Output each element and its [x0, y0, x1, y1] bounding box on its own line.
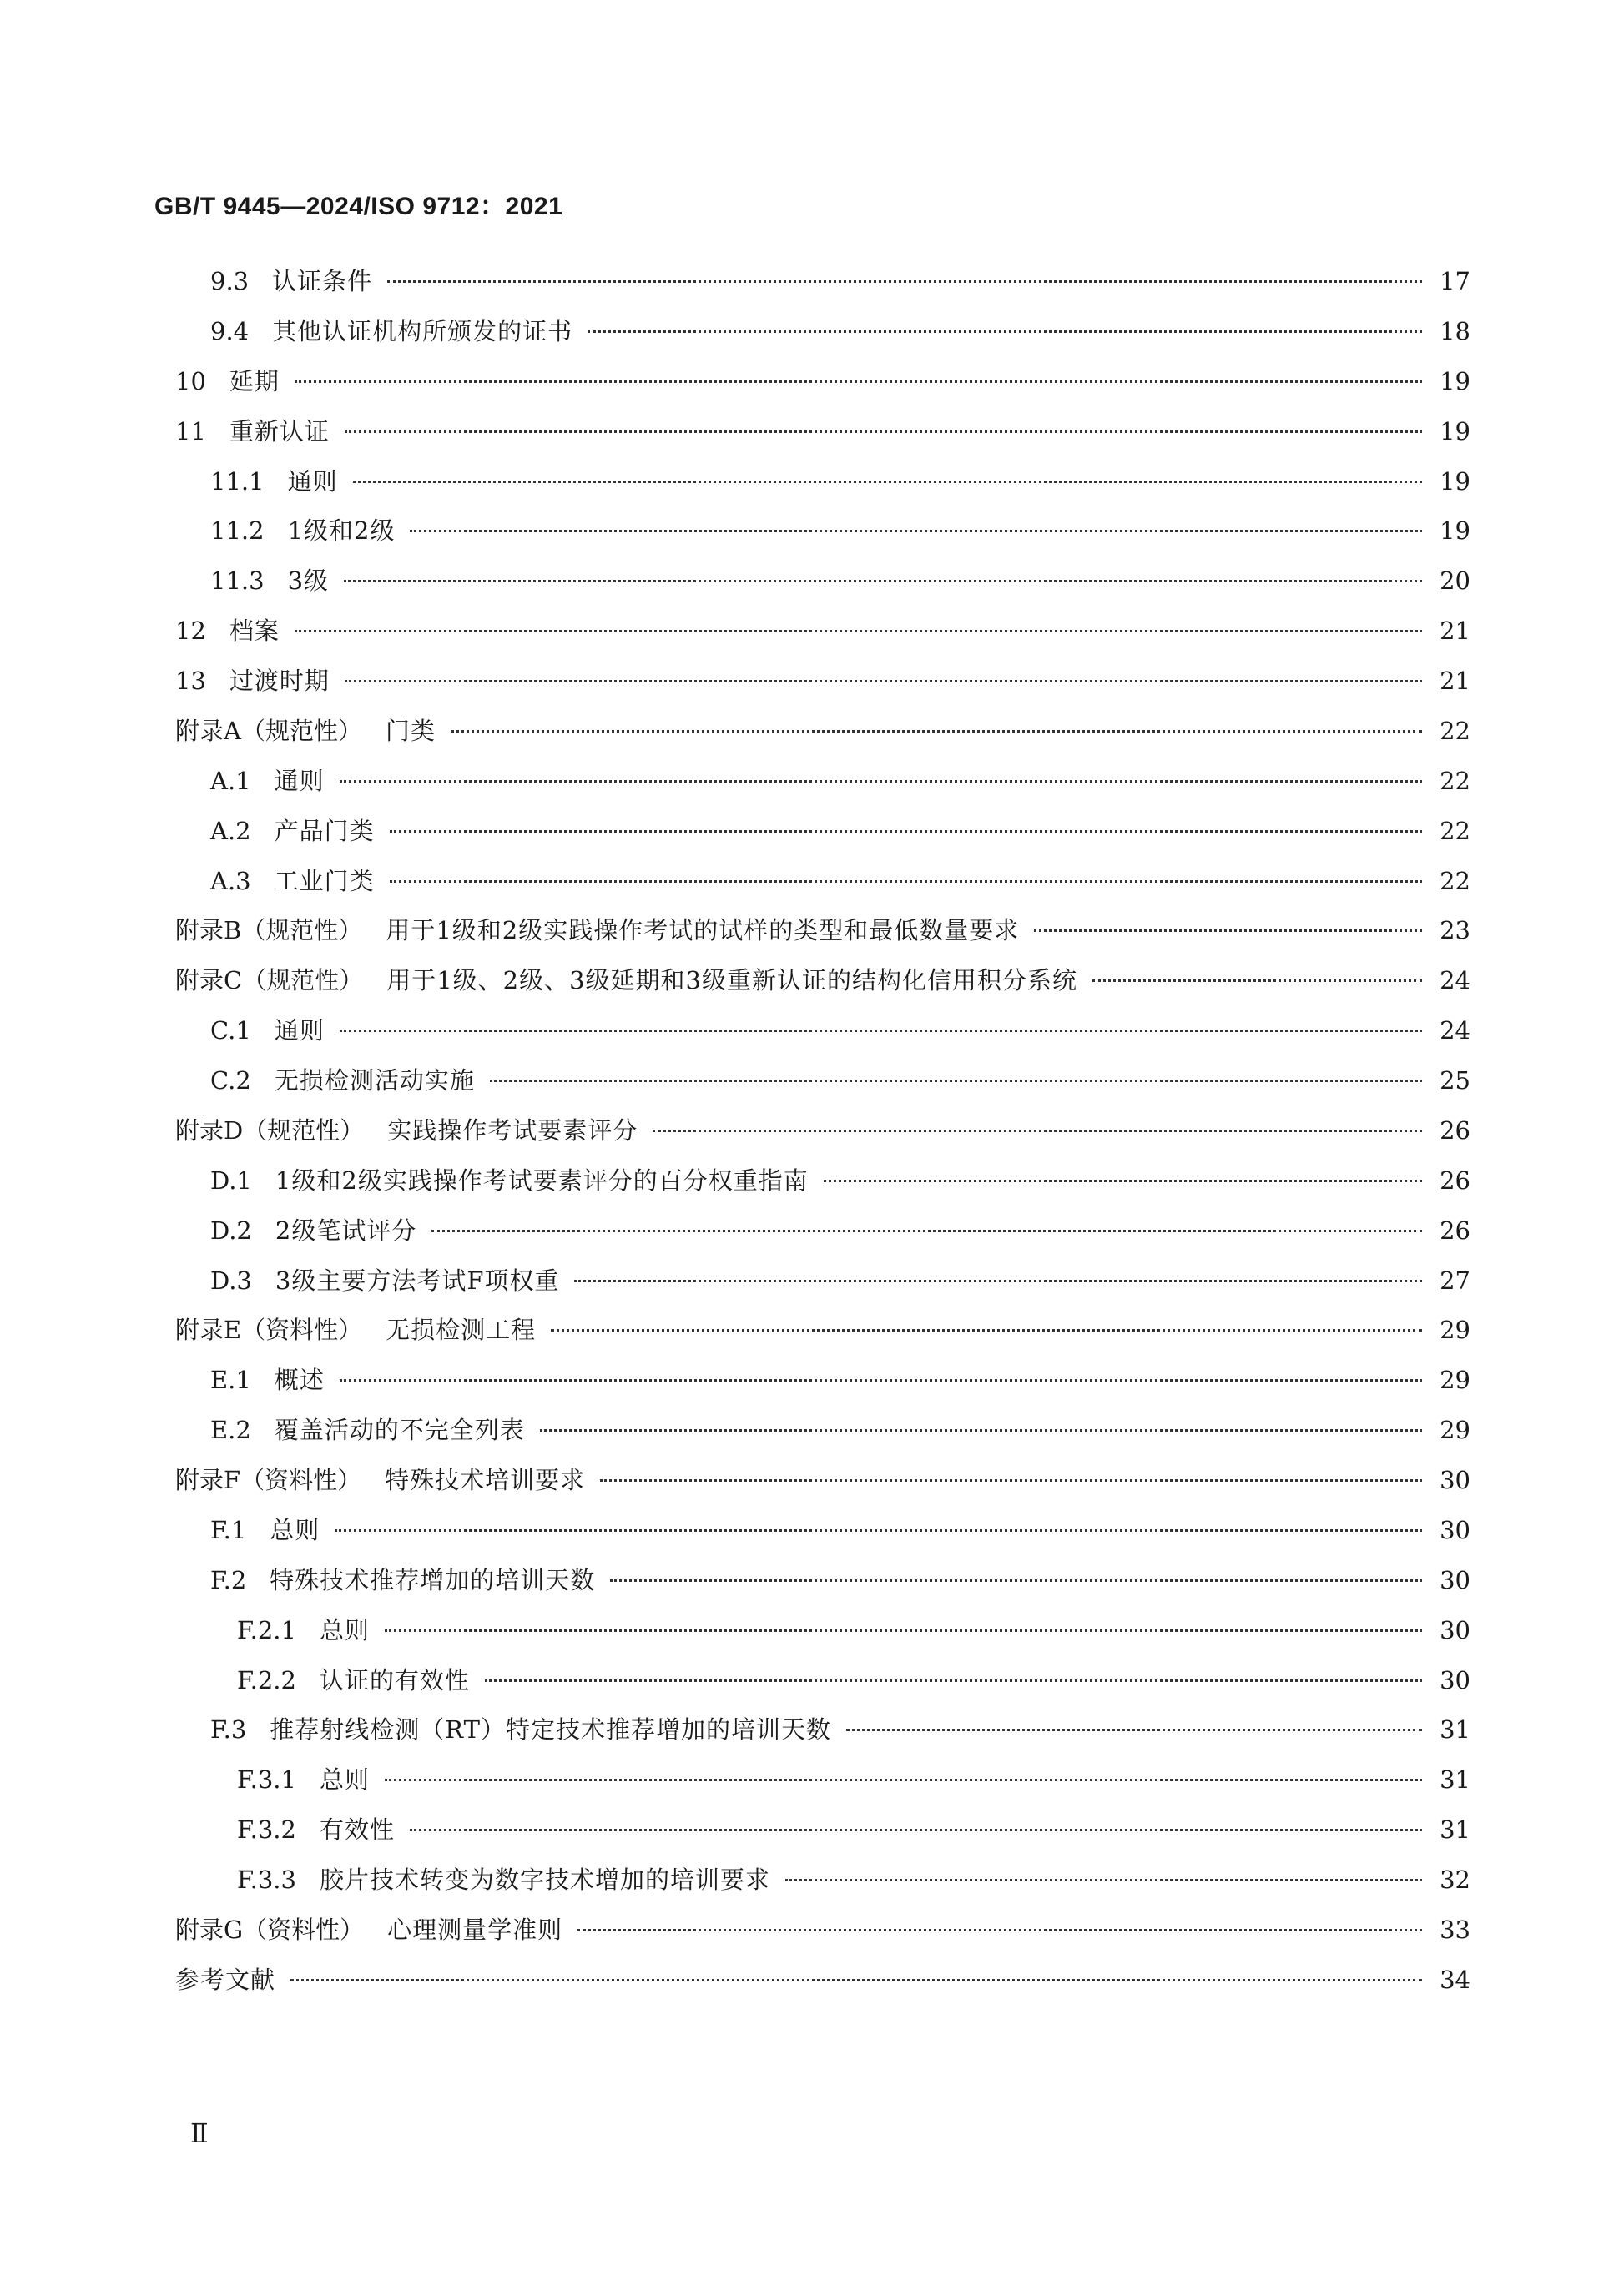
toc-entry[interactable]: [175, 1506, 1470, 1556]
toc-entry-title: 工业门类: [274, 866, 375, 895]
toc-dot-leader: [290, 1979, 1422, 1981]
toc-entry-page: 24: [1440, 1016, 1470, 1045]
toc-dot-leader: [410, 530, 1422, 532]
toc-entry-page: 31: [1440, 1765, 1470, 1795]
toc-dot-leader: [540, 1429, 1422, 1432]
toc-entry-title: 通则: [287, 466, 338, 496]
toc-entry-page: 21: [1440, 617, 1470, 646]
toc-entry[interactable]: [175, 1556, 1470, 1606]
toc-entry[interactable]: [175, 1206, 1470, 1256]
toc-entry-title: 无损检测活动实施: [274, 1066, 475, 1095]
toc-entry[interactable]: [175, 1256, 1470, 1307]
toc-entry-title: 3级: [287, 566, 330, 596]
toc-entry-number: A.1: [210, 766, 251, 795]
toc-dot-leader: [610, 1579, 1422, 1582]
toc-entry[interactable]: [175, 607, 1470, 657]
toc-entry-number: D.3: [210, 1266, 252, 1295]
toc-entry[interactable]: [175, 1056, 1470, 1106]
toc-entry[interactable]: [175, 1406, 1470, 1456]
toc-entry-number: A.3: [210, 866, 251, 895]
toc-entry-number: 10: [175, 366, 206, 395]
toc-entry-number: 附录F（资料性）: [175, 1466, 362, 1494]
toc-entry-number: 11: [175, 416, 206, 446]
toc-entry-title: 心理测量学准则: [387, 1915, 563, 1944]
toc-entry-page: 19: [1440, 516, 1470, 546]
toc-entry-title: 特殊技术培训要求: [385, 1466, 586, 1494]
toc-dot-leader: [345, 430, 1422, 433]
toc-dot-leader: [340, 1379, 1422, 1382]
toc-entry-title: 通则: [274, 1016, 325, 1045]
toc-entry-number: F.3.1: [237, 1765, 296, 1795]
toc-entry-number: 附录A（规范性）: [175, 716, 362, 745]
toc-entry[interactable]: [175, 556, 1470, 607]
toc-entry-title: 参考文献: [175, 1965, 276, 1994]
toc-entry[interactable]: [175, 1106, 1470, 1156]
toc-dot-leader: [824, 1180, 1422, 1182]
toc-entry[interactable]: [175, 1456, 1470, 1506]
toc-entry-number: 9.4: [210, 316, 250, 345]
toc-entry-number: 附录D（规范性）: [175, 1115, 365, 1145]
toc-dot-leader: [387, 280, 1422, 283]
toc-entry-title: 1级和2级: [287, 516, 396, 546]
toc-entry-number: E.1: [210, 1366, 251, 1395]
toc-entry[interactable]: [175, 307, 1470, 357]
toc-entry[interactable]: [175, 956, 1470, 1006]
toc-entry-page: 22: [1440, 816, 1470, 845]
toc-entry-title: 过渡时期: [229, 667, 330, 695]
toc-entry-number: F.3.3: [237, 1866, 296, 1894]
toc-entry[interactable]: [175, 1006, 1470, 1056]
toc-entry[interactable]: [175, 857, 1470, 907]
toc-entry-page: 30: [1440, 1565, 1470, 1594]
toc-entry-page: 22: [1440, 716, 1470, 745]
toc-entry[interactable]: [175, 1705, 1470, 1755]
toc-entry-page: 22: [1440, 766, 1470, 795]
toc-entry-title: 重新认证: [229, 416, 330, 446]
table-of-contents: [175, 257, 1470, 2006]
toc-dot-leader: [1092, 979, 1422, 982]
toc-entry-page: 25: [1440, 1066, 1470, 1095]
toc-dot-leader: [431, 1230, 1422, 1232]
toc-entry-title: 3级主要方法考试F项权重: [275, 1266, 560, 1295]
toc-entry[interactable]: [175, 757, 1470, 807]
toc-dot-leader: [551, 1329, 1422, 1332]
toc-entry-number: C.1: [210, 1016, 251, 1045]
toc-entry-page: 20: [1440, 566, 1470, 596]
toc-entry-title: 2级笔试评分: [275, 1216, 417, 1245]
toc-dot-leader: [490, 1080, 1422, 1082]
toc-entry[interactable]: [175, 407, 1470, 457]
toc-entry-page: 19: [1440, 466, 1470, 496]
toc-entry[interactable]: [175, 707, 1470, 757]
toc-entry[interactable]: [175, 1805, 1470, 1855]
toc-dot-leader: [785, 1879, 1422, 1881]
toc-dot-leader: [588, 330, 1422, 333]
toc-entry-title: 实践操作考试要素评分: [387, 1115, 638, 1145]
toc-entry-number: 11.1: [210, 466, 265, 496]
toc-dot-leader: [485, 1679, 1422, 1682]
toc-dot-leader: [295, 380, 1422, 383]
toc-entry-page: 19: [1440, 416, 1470, 446]
toc-entry-title: 特殊技术推荐增加的培训天数: [270, 1565, 596, 1594]
toc-dot-leader: [653, 1130, 1422, 1132]
toc-dot-leader: [846, 1729, 1422, 1731]
toc-dot-leader: [390, 880, 1422, 883]
toc-dot-leader: [1034, 929, 1422, 932]
toc-dot-leader: [577, 1929, 1422, 1931]
toc-entry-page: 27: [1440, 1266, 1470, 1295]
toc-entry[interactable]: [175, 457, 1470, 507]
toc-entry-page: 17: [1440, 267, 1470, 295]
toc-entry-title: 档案: [229, 617, 280, 646]
toc-entry-page: 33: [1440, 1915, 1470, 1944]
toc-dot-leader: [385, 1629, 1422, 1632]
toc-entry-title: 其他认证机构所颁发的证书: [272, 316, 573, 345]
toc-entry-page: 30: [1440, 1615, 1470, 1644]
toc-entry-title: 总则: [319, 1615, 370, 1644]
toc-dot-leader: [340, 1030, 1422, 1032]
toc-entry-number: 12: [175, 617, 206, 646]
toc-entry-page: 22: [1440, 866, 1470, 895]
toc-entry-number: 11.2: [210, 516, 265, 546]
toc-entry-page: 26: [1440, 1115, 1470, 1145]
toc-entry[interactable]: [175, 657, 1470, 707]
toc-entry-title: 用于1级、2级、3级延期和3级重新认证的结构化信用积分系统: [386, 966, 1078, 995]
toc-entry-number: 11.3: [210, 566, 265, 596]
toc-entry-page: 31: [1440, 1815, 1470, 1845]
toc-dot-leader: [295, 630, 1422, 632]
toc-entry-title: 门类: [385, 716, 436, 745]
toc-entry-number: C.2: [210, 1066, 251, 1095]
toc-entry-page: 30: [1440, 1466, 1470, 1494]
toc-entry-page: 21: [1440, 667, 1470, 695]
toc-entry-page: 34: [1440, 1965, 1470, 1994]
toc-entry-title: 通则: [274, 766, 325, 795]
toc-entry-number: F.3: [210, 1715, 247, 1745]
toc-dot-leader: [340, 780, 1422, 783]
toc-entry-number: F.2: [210, 1565, 247, 1594]
toc-entry-page: 18: [1440, 316, 1470, 345]
toc-entry-title: 胶片技术转变为数字技术增加的培训要求: [319, 1866, 770, 1894]
toc-entry-number: F.2.1: [237, 1615, 296, 1644]
toc-entry-number: F.1: [210, 1515, 247, 1544]
toc-dot-leader: [335, 1529, 1422, 1532]
toc-dot-leader: [390, 830, 1422, 833]
toc-entry-page: 30: [1440, 1665, 1470, 1694]
toc-entry-title: 1级和2级实践操作考试要素评分的百分权重指南: [275, 1166, 809, 1195]
toc-entry-title: 推荐射线检测（RT）特定技术推荐增加的培训天数: [270, 1715, 831, 1745]
toc-dot-leader: [353, 481, 1422, 483]
toc-entry-title: 总则: [270, 1515, 320, 1544]
toc-entry-page: 30: [1440, 1515, 1470, 1544]
toc-entry-number: 9.3: [210, 267, 250, 295]
toc-entry-title: 产品门类: [274, 816, 375, 845]
toc-entry-title: 总则: [319, 1765, 370, 1795]
toc-entry[interactable]: [175, 1956, 1470, 2006]
toc-entry[interactable]: [175, 1356, 1470, 1406]
toc-entry[interactable]: [175, 357, 1470, 407]
toc-entry-title: 认证条件: [272, 267, 373, 295]
toc-entry-title: 覆盖活动的不完全列表: [274, 1416, 525, 1445]
toc-entry-number: D.1: [210, 1166, 252, 1195]
toc-entry-page: 26: [1440, 1216, 1470, 1245]
toc-dot-leader: [574, 1280, 1422, 1282]
toc-entry-number: 附录C（规范性）: [175, 966, 364, 995]
toc-entry[interactable]: [175, 1606, 1470, 1656]
toc-entry[interactable]: [175, 1855, 1470, 1906]
toc-entry-title: 有效性: [319, 1815, 395, 1845]
toc-entry-page: 26: [1440, 1166, 1470, 1195]
toc-entry[interactable]: [175, 1156, 1470, 1206]
toc-dot-leader: [410, 1829, 1422, 1831]
toc-entry-number: F.2.2: [237, 1665, 296, 1694]
toc-entry-title: 认证的有效性: [319, 1665, 470, 1694]
toc-entry-page: 29: [1440, 1316, 1470, 1345]
toc-entry[interactable]: [175, 1656, 1470, 1706]
toc-entry[interactable]: [175, 257, 1470, 307]
toc-entry-number: E.2: [210, 1416, 251, 1445]
toc-entry-number: 13: [175, 667, 206, 695]
toc-entry-title: 无损检测工程: [386, 1316, 537, 1345]
toc-entry-number: A.2: [210, 816, 251, 845]
page-number: Ⅱ: [190, 2117, 209, 2149]
toc-entry-title: 概述: [274, 1366, 325, 1395]
toc-dot-leader: [345, 680, 1422, 682]
toc-entry-number: 附录B（规范性）: [175, 916, 363, 945]
toc-entry-page: 29: [1440, 1416, 1470, 1445]
toc-entry-number: 附录G（资料性）: [175, 1915, 365, 1944]
toc-entry[interactable]: [175, 807, 1470, 857]
toc-entry[interactable]: [175, 906, 1470, 956]
toc-entry-page: 23: [1440, 916, 1470, 945]
toc-entry[interactable]: [175, 1755, 1470, 1805]
document-header: GB/T 9445—2024/ISO 9712：2021: [154, 193, 563, 220]
toc-entry[interactable]: [175, 1906, 1470, 1956]
toc-entry-number: F.3.2: [237, 1815, 296, 1845]
toc-entry-page: 29: [1440, 1366, 1470, 1395]
toc-entry-page: 24: [1440, 966, 1470, 995]
toc-entry-title: 延期: [229, 366, 280, 395]
toc-entry-title: 用于1级和2级实践操作考试的试样的类型和最低数量要求: [386, 916, 1020, 945]
toc-entry-page: 32: [1440, 1866, 1470, 1894]
toc-dot-leader: [344, 580, 1422, 582]
toc-dot-leader: [451, 730, 1422, 733]
toc-entry-number: 附录E（资料性）: [175, 1316, 363, 1345]
toc-dot-leader: [385, 1779, 1422, 1781]
toc-entry-number: D.2: [210, 1216, 252, 1245]
toc-entry-page: 19: [1440, 366, 1470, 395]
toc-dot-leader: [600, 1479, 1422, 1482]
toc-entry[interactable]: [175, 506, 1470, 556]
toc-entry[interactable]: [175, 1306, 1470, 1356]
toc-entry-page: 31: [1440, 1715, 1470, 1745]
